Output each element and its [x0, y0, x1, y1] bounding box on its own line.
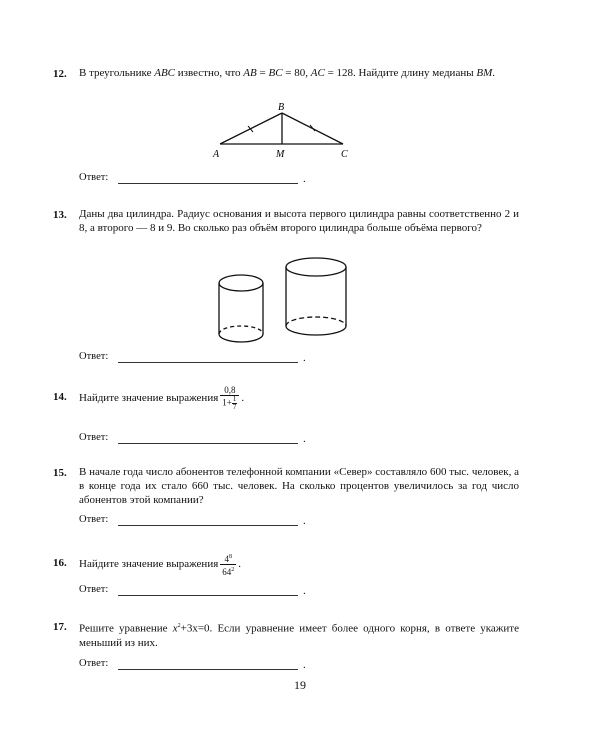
answer-field[interactable] — [118, 595, 298, 596]
problem-number: 15. — [53, 467, 67, 479]
fraction: $\frac{4^8}{64^2}$ — [222, 553, 235, 577]
answer-dot: . — [303, 515, 306, 527]
cylinders-figure — [210, 250, 360, 350]
page-number: 19 — [294, 678, 306, 692]
answer-label: Ответ: — [79, 658, 109, 669]
answer-field[interactable] — [118, 362, 298, 363]
problem-number: 13. — [53, 209, 67, 221]
answer-dot: . — [303, 352, 306, 364]
answer-dot: . — [303, 173, 306, 185]
label-c: C — [341, 149, 348, 160]
answer-label: Ответ: — [79, 172, 109, 183]
answer-label: Ответ: — [79, 351, 109, 362]
problem-number: 14. — [53, 391, 67, 403]
answer-label: Ответ: — [79, 514, 109, 525]
answer-field[interactable] — [118, 443, 298, 444]
problem-number: 12. — [53, 68, 67, 80]
problem-number: 16. — [53, 557, 67, 569]
label-a: A — [213, 149, 220, 160]
problem-text: Решите уравнение $x^2+3x=0$. Если уравнение имеет более одного корня, в ответе укажите меньший из них. — [79, 622, 519, 649]
answer-field[interactable] — [118, 183, 298, 184]
fraction: 0,8 1+ $\frac{1}{7}$ — [220, 385, 239, 411]
label-b: B — [278, 102, 285, 113]
answer-field[interactable] — [118, 525, 298, 526]
answer-label: Ответ: — [79, 432, 109, 443]
problem-text: Даны два цилиндра. Радиус основания и высота первого цилиндра равны соответственно 2 и 8, а второго — 8 и 9. Во сколько раз объём второго цилиндра больше объёма первого? — [79, 208, 519, 234]
answer-dot: . — [303, 659, 306, 671]
answer-label: Ответ: — [79, 584, 109, 595]
label-m: M — [276, 149, 285, 160]
answer-field[interactable] — [118, 669, 298, 670]
problem-text: В треугольнике ABC известно, что AB = BC = 80, AC = 128. Найдите длину медианы BM. — [79, 67, 495, 79]
triangle-figure — [205, 100, 360, 162]
problem-text: Найдите значение выражения 0,8 1+ $\frac{1}{7}$ . — [79, 385, 245, 412]
answer-dot: . — [303, 585, 306, 597]
answer-dot: . — [303, 433, 306, 445]
problem-text: Найдите значение выражения $\frac{4^8}{64^2}$ . — [79, 553, 242, 577]
problem-text: В начале года число абонентов телефонной компании «Север» составляло 600 тыс. человек, а в конце года их стало 660 тыс. человек. На сколько процентов увеличилось за год число абонентов этой компании? — [79, 466, 519, 506]
problem-number: 17. — [53, 621, 67, 633]
